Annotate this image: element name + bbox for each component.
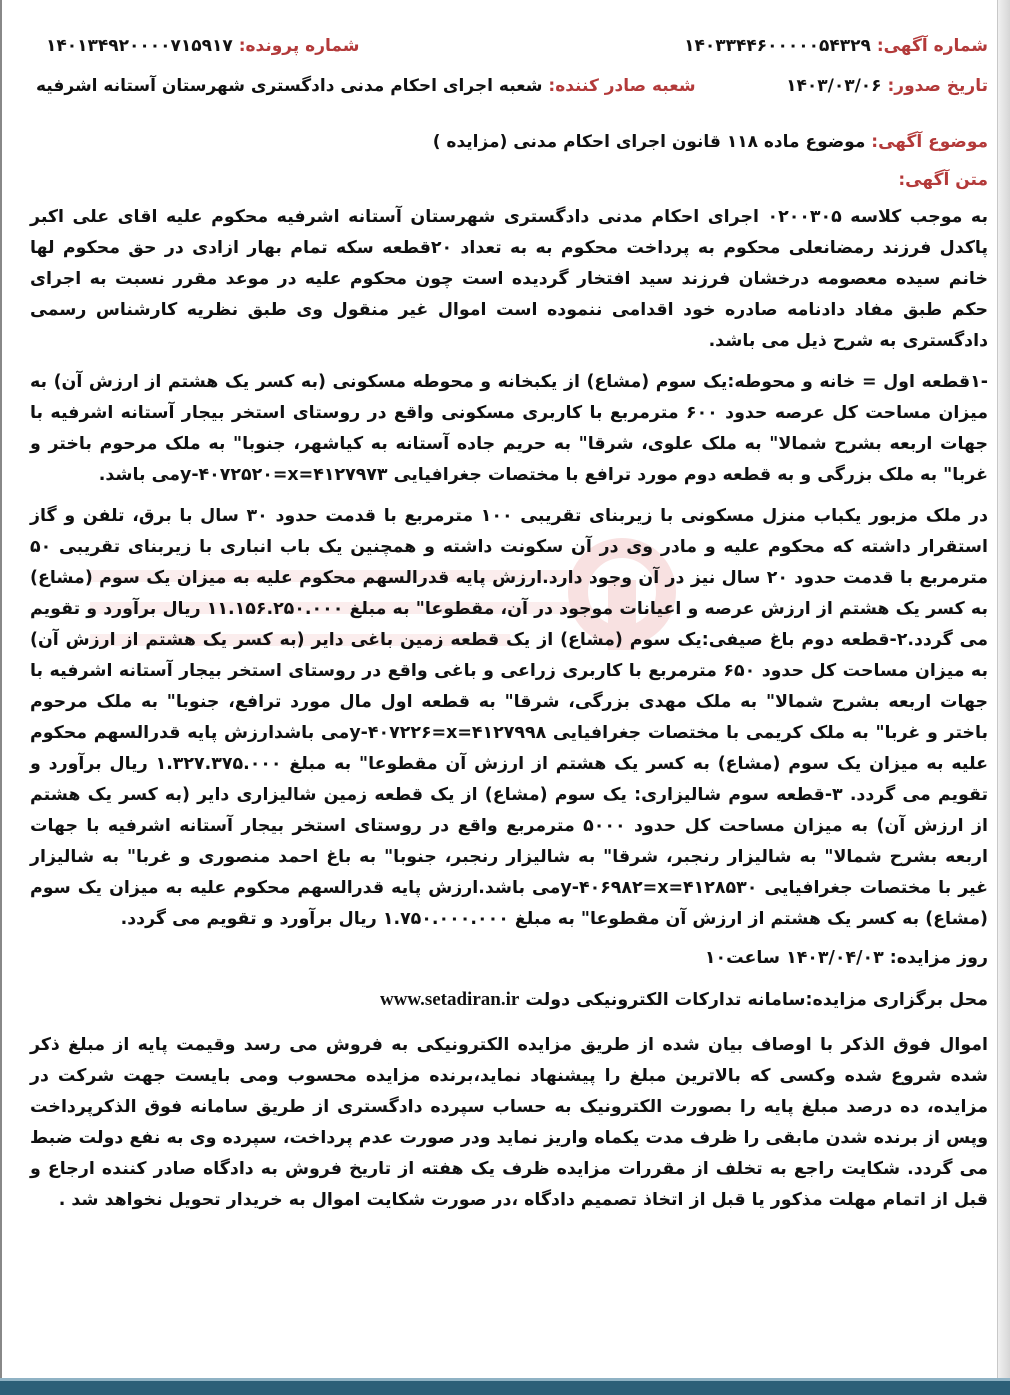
subject-label: موضوع آگهی: — [871, 132, 988, 152]
case-number-field — [46, 36, 360, 56]
auction-venue-text: محل برگزاری مزایده:سامانه تدارکات الکترونیکی دولت — [525, 990, 988, 1010]
bottom-bar — [0, 1381, 1010, 1395]
auction-venue — [30, 984, 988, 1016]
subject-row — [30, 132, 988, 152]
meta-row-numbers — [30, 36, 988, 56]
issue-date-field — [786, 76, 988, 96]
subject-value: موضوع ماده ۱۱۸ قانون اجرای احکام مدنی (مزایده ) — [432, 132, 866, 152]
meta-row-issue — [30, 76, 988, 96]
auction-venue-link[interactable]: www.setadiran.ir — [379, 989, 520, 1010]
paragraph-parcel-one: -۱قطعه اول = خانه و محوطه:یک سوم (مشاع) از یکبخانه و محوطه مسکونی (به کسر یک هشتم از ارزش آن) به میزان مساحت کل عرصه حدود ۶۰۰ مترمربع با کاربری مسکونی واقع در روستای استخر بیجار آستانه اشرفیه با جهات اربعه بشرح شمالا" به ملک علوی، شرقا" به حریم جاده آستانه به کیاشهر، جنوبا" به ملک مرحوم باختر و غربا" به ملک بزرگی و به قطعه دوم مورد ترافع با مختصات جغرافیایی ۴۱۲۷۹۷۳=y-۴۰۷۲۵۲۰=xمی باشد. — [30, 372, 988, 485]
notice-number-value: ۱۴۰۳۳۴۴۶۰۰۰۰۰۵۴۳۲۹ — [684, 36, 871, 56]
case-number-label: شماره پرونده: — [238, 36, 360, 56]
paragraph-intro: به موجب کلاسه ۰۲۰۰۳۰۵ اجرای احکام مدنی دادگستری شهرستان آستانه اشرفیه محکوم علیه اقای علی اکبر پاکدل فرزند رمضانعلی محکوم به پرداخت محکوم به به تعداد ۲۰قطعه سکه تمام بهار ازادی در حق محکوم لها خانم سیده معصومه درخشان فرزند سید افتخار گردیده است چون محکوم علیه در موعد مقرر نسبت به اجرای حکم طبق مفاد دادنامه صادره خود اقدامی ننموده است اموال غیر منقول وی طبق نظریه کارشناس رسمی دادگستری به شرح ذیل می باشد. — [30, 207, 988, 351]
notice-number-field — [684, 36, 988, 56]
notice-content — [30, 36, 988, 1216]
case-number-value: ۱۴۰۱۳۴۹۲۰۰۰۰۷۱۵۹۱۷ — [46, 36, 233, 56]
issue-date-value: ۱۴۰۳/۰۳/۰۶ — [786, 76, 882, 96]
notice-number-label: شماره آگهی: — [876, 36, 988, 56]
paragraph-parcels-details: در ملک مزبور یکباب منزل مسکونی با زیربنای تقریبی ۱۰۰ مترمربع با قدمت حدود ۳۰ سال با برق، تلفن و گاز استقرار داشته که محکوم علیه و مادر وی در آن سکونت داشته و همچنین یک باب انباری با زیربنای تقریبی ۵۰ مترمربع با قدمت حدود ۲۰ سال نیز در آن وجود دارد.ارزش پایه قدرالسهم محکوم علیه به میزان یک سوم (مشاع) به کسر یک هشتم از ارزش عرصه و اعیانات موجود در آن، مقطوعا" به مبلغ ۱۱.۱۵۶.۲۵۰.۰۰۰ ریال برآورد و تقویم می گردد.۲-قطعه دوم باغ صیفی:یک سوم (مشاع) از یک قطعه زمین باغی دایر (به کسر یک هشتم از ارزش آن) به میزان مساحت کل حدود ۶۵۰ مترمربع با کاربری زراعی و باغی واقع در روستای استخر بیجار آستانه اشرفیه با جهات اربعه بشرح شمالا" به ملک مهدی بزرگی، شرقا" به قطعه اول مال مورد ترافع، جنوبا" به ملک مرحوم باختر و غربا" به ملک کریمی با مختصات جغرافیایی ۴۱۲۷۹۹۸=y-۴۰۷۲۲۶=xمی باشدارزش پایه قدرالسهم محکوم علیه به میزان یک سوم (مشاع) به کسر یک هشتم از ارزش آن مقطوعا" به مبلغ ۱.۳۲۷.۳۷۵.۰۰۰ ریال برآورد و تقویم می گردد. ۳-قطعه سوم شالیزاری: یک سوم (مشاع) از یک قطعه زمین شالیزاری دایر (به کسر یک هشتم از ارزش آن) به میزان مساحت کل حدود ۵۰۰۰ مترمربع واقع در روستای استخر بیجار آستانه اشرفیه با جهات اربعه بشرح شمالا" به شالیزار رنجبر، شرقا" به شالیزار رنجبر، جنوبا" به باغ احمد منصوری و غربا" به شالیزار غیر با مختصات جغرافیایی ۴۱۲۸۵۳۰=y-۴۰۶۹۸۲=xمی باشد.ارزش پایه قدرالسهم محکوم علیه به میزان یک سوم (مشاع) به کسر یک هشتم از ارزش آن مقطوعا" به مبلغ ۱.۷۵۰.۰۰۰.۰۰۰ ریال برآورد و تقویم می گردد. — [30, 506, 989, 929]
issuer-label: شعبه صادر کننده: — [548, 76, 696, 96]
issuer-field — [36, 76, 696, 96]
left-border — [0, 0, 2, 1395]
auction-date: روز مزایده: ۱۴۰۳/۰۴/۰۳ ساعت۱۰ — [704, 948, 988, 968]
body-label-row — [30, 170, 988, 190]
paragraph-terms: اموال فوق الذکر با اوصاف بیان شده از طریق مزایده الکترونیکی به فروش می رسد وقیمت پایه از مبلغ ذکر شده شروع شده وکسی که بالاترین مبلغ را پیشنهاد نماید،برنده مزایده محسوب ومی بایست جهت شرکت در مزایده، ده درصد مبلغ پایه را بصورت الکترونیک به حساب سپرده دادگستری از طریق سامانه فوق الذکرپرداخت وپس از برنده شدن مابقی را ظرف مدت یکماه واریز نماید ودر صورت عدم پرداخت، سپرده وی به نفع دولت ضبط می گردد. شکایت راجع به تخلف از مقررات مزایده ظرف یک هفته از تاریخ فروش به دادگاه صادر کننده ارجاع و قبل از اتمام مهلت مذکور یا قبل از اتخاذ تصمیم دادگاه ،در صورت شکایت اموال به خریدار تحویل نخواهد شد . — [30, 1035, 988, 1210]
right-scroll-edge[interactable] — [997, 0, 1010, 1395]
body-label: متن آگهی: — [898, 170, 988, 190]
issuer-value: شعبه اجرای احکام مدنی دادگستری شهرستان آستانه اشرفیه — [36, 76, 543, 96]
issue-date-label: تاریخ صدور: — [887, 76, 988, 96]
